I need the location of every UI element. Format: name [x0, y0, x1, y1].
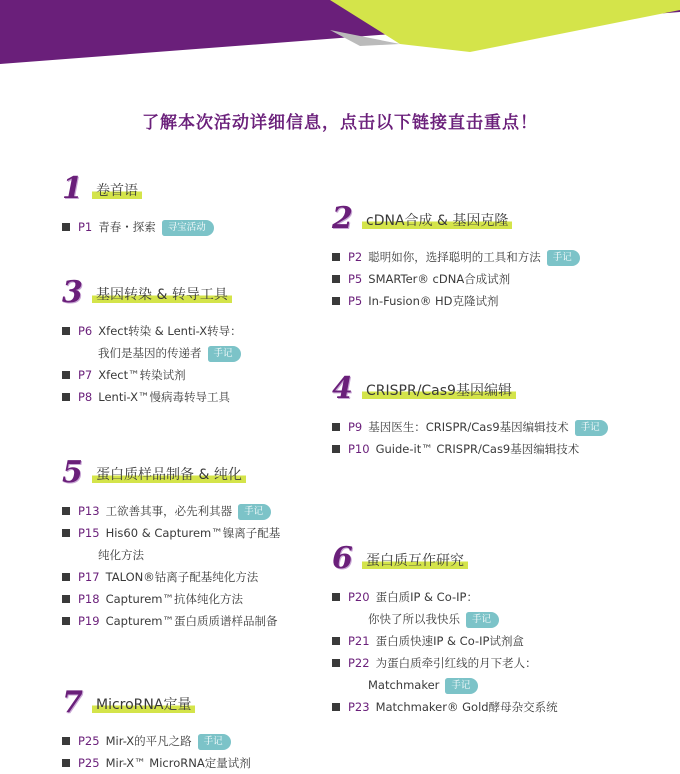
page-number: P20	[348, 590, 370, 604]
page-number: P10	[348, 442, 370, 456]
page-number: P2	[348, 250, 363, 264]
page-number: P6	[78, 324, 93, 338]
item-text: In-Fusion® HD克隆试剂	[368, 294, 499, 308]
section-title[interactable]: CRISPR/Cas9基因编辑	[362, 380, 516, 401]
bullet-icon	[62, 371, 70, 379]
item-text: Lenti-X™慢病毒转导工具	[98, 390, 230, 404]
bullet-icon	[62, 617, 70, 625]
page-number: P21	[348, 634, 370, 648]
item-text: 蛋白质快速IP & Co-IP试剂盒	[375, 634, 524, 648]
bullet-icon	[62, 507, 70, 515]
bullet-icon	[62, 327, 70, 335]
item-text: Mir-X™ MicroRNA定量试剂	[105, 756, 251, 770]
section-7	[62, 685, 332, 774]
section-number: 5	[62, 455, 83, 490]
bullet-icon	[62, 573, 70, 581]
list-item-continuation[interactable]	[62, 544, 332, 566]
section-3	[62, 275, 322, 408]
section-title[interactable]: cDNA合成 & 基因克隆	[362, 210, 512, 231]
list-item[interactable]	[332, 696, 672, 718]
page-number: P5	[348, 272, 363, 286]
list-item[interactable]	[332, 268, 672, 290]
bullet-icon	[62, 393, 70, 401]
tag-badge[interactable]: 手记	[198, 734, 231, 750]
bullet-icon	[62, 223, 70, 231]
list-item[interactable]	[62, 522, 332, 544]
list-item[interactable]	[62, 364, 322, 386]
page-number: P9	[348, 420, 363, 434]
item-text: Xfect™转染试剂	[98, 368, 186, 382]
section-title[interactable]: 基因转染 & 转导工具	[92, 284, 232, 305]
item-text: 我们是基因的传递者	[98, 346, 202, 360]
list-item[interactable]	[332, 416, 672, 438]
page-number: P8	[78, 390, 93, 404]
item-text: TALON®钴离子配基纯化方法	[105, 570, 259, 584]
bullet-icon	[62, 759, 70, 767]
section-number: 7	[62, 685, 83, 720]
section-5	[62, 455, 332, 632]
item-text: 蛋白质IP & Co-IP：	[375, 590, 478, 604]
bullet-icon	[332, 703, 340, 711]
section-title[interactable]: 蛋白质互作研究	[362, 550, 468, 571]
section-6	[332, 541, 672, 718]
page-headline: 了解本次活动详细信息，点击以下链接直击重点！	[142, 113, 538, 133]
bullet-icon	[62, 529, 70, 537]
list-item[interactable]	[62, 216, 322, 238]
page-number: P25	[78, 756, 100, 770]
item-text: 工欲善其事，必先利其器	[105, 504, 233, 518]
item-text: Capturem™蛋白质质谱样品制备	[105, 614, 278, 628]
page-number: P7	[78, 368, 93, 382]
tag-badge[interactable]: 手记	[208, 346, 241, 362]
section-number: 4	[332, 371, 353, 406]
page-number: P13	[78, 504, 100, 518]
bullet-icon	[332, 297, 340, 305]
section-number: 1	[62, 171, 83, 206]
bullet-icon	[332, 637, 340, 645]
bullet-icon	[332, 593, 340, 601]
tag-badge[interactable]: 手记	[547, 250, 580, 266]
tag-badge[interactable]: 寻宝活动	[162, 220, 214, 236]
list-item-continuation[interactable]	[332, 608, 672, 630]
list-item[interactable]	[332, 438, 672, 460]
list-item[interactable]	[332, 290, 672, 312]
item-text: 纯化方法	[98, 548, 144, 562]
item-text: 为蛋白质牵引红线的月下老人：	[375, 656, 537, 670]
section-title[interactable]: MicroRNA定量	[92, 694, 195, 715]
page-number: P23	[348, 700, 370, 714]
section-4	[332, 371, 672, 460]
tag-badge[interactable]: 手记	[238, 504, 271, 520]
item-text: Mir-X的平凡之路	[105, 734, 192, 748]
tag-badge[interactable]: 手记	[445, 678, 478, 694]
bullet-icon	[332, 253, 340, 261]
list-item[interactable]	[62, 566, 332, 588]
item-text: 聪明如你，选择聪明的工具和方法	[368, 250, 541, 264]
bullet-icon	[332, 445, 340, 453]
section-number: 3	[62, 275, 83, 310]
list-item[interactable]	[332, 586, 672, 608]
item-text: Matchmaker	[368, 678, 440, 692]
page-number: P19	[78, 614, 100, 628]
list-item-continuation[interactable]	[332, 674, 672, 696]
page-number: P5	[348, 294, 363, 308]
bullet-icon	[332, 275, 340, 283]
list-item[interactable]	[62, 320, 322, 342]
page-number: P18	[78, 592, 100, 606]
item-text: Capturem™抗体纯化方法	[105, 592, 244, 606]
list-item-continuation[interactable]	[62, 342, 322, 364]
list-item[interactable]	[332, 652, 672, 674]
section-number: 2	[332, 201, 353, 236]
section-number: 6	[332, 541, 353, 576]
item-text: His60 & Capturem™镍离子配基	[105, 526, 281, 540]
item-text: Guide-it™ CRISPR/Cas9基因编辑技术	[375, 442, 580, 456]
list-item[interactable]	[62, 500, 332, 522]
tag-badge[interactable]: 手记	[575, 420, 608, 436]
list-item[interactable]	[62, 588, 332, 610]
bullet-icon	[332, 423, 340, 431]
item-text: 青春・探索	[98, 220, 156, 234]
section-1	[62, 171, 322, 238]
list-item[interactable]	[62, 610, 332, 632]
tag-badge[interactable]: 手记	[466, 612, 499, 628]
bullet-icon	[62, 595, 70, 603]
item-text: SMARTer® cDNA合成试剂	[368, 272, 511, 286]
section-2	[332, 201, 672, 312]
header-banner	[0, 0, 680, 70]
page-number: P17	[78, 570, 100, 584]
section-title[interactable]: 卷首语	[92, 180, 142, 201]
list-item[interactable]	[62, 386, 322, 408]
item-text: 基因医生：CRISPR/Cas9基因编辑技术	[368, 420, 569, 434]
page-number: P1	[78, 220, 93, 234]
list-item[interactable]	[62, 730, 332, 752]
section-title[interactable]: 蛋白质样品制备 & 纯化	[92, 464, 246, 485]
list-item[interactable]	[332, 246, 672, 268]
item-text: 你快了所以我快乐	[368, 612, 460, 626]
list-item[interactable]	[62, 752, 332, 774]
page-number: P15	[78, 526, 100, 540]
page-number: P22	[348, 656, 370, 670]
page-number: P25	[78, 734, 100, 748]
list-item[interactable]	[332, 630, 672, 652]
bullet-icon	[332, 659, 340, 667]
bullet-icon	[62, 737, 70, 745]
item-text: Xfect转染 & Lenti-X转导：	[98, 324, 242, 338]
item-text: Matchmaker® Gold酵母杂交系统	[375, 700, 558, 714]
